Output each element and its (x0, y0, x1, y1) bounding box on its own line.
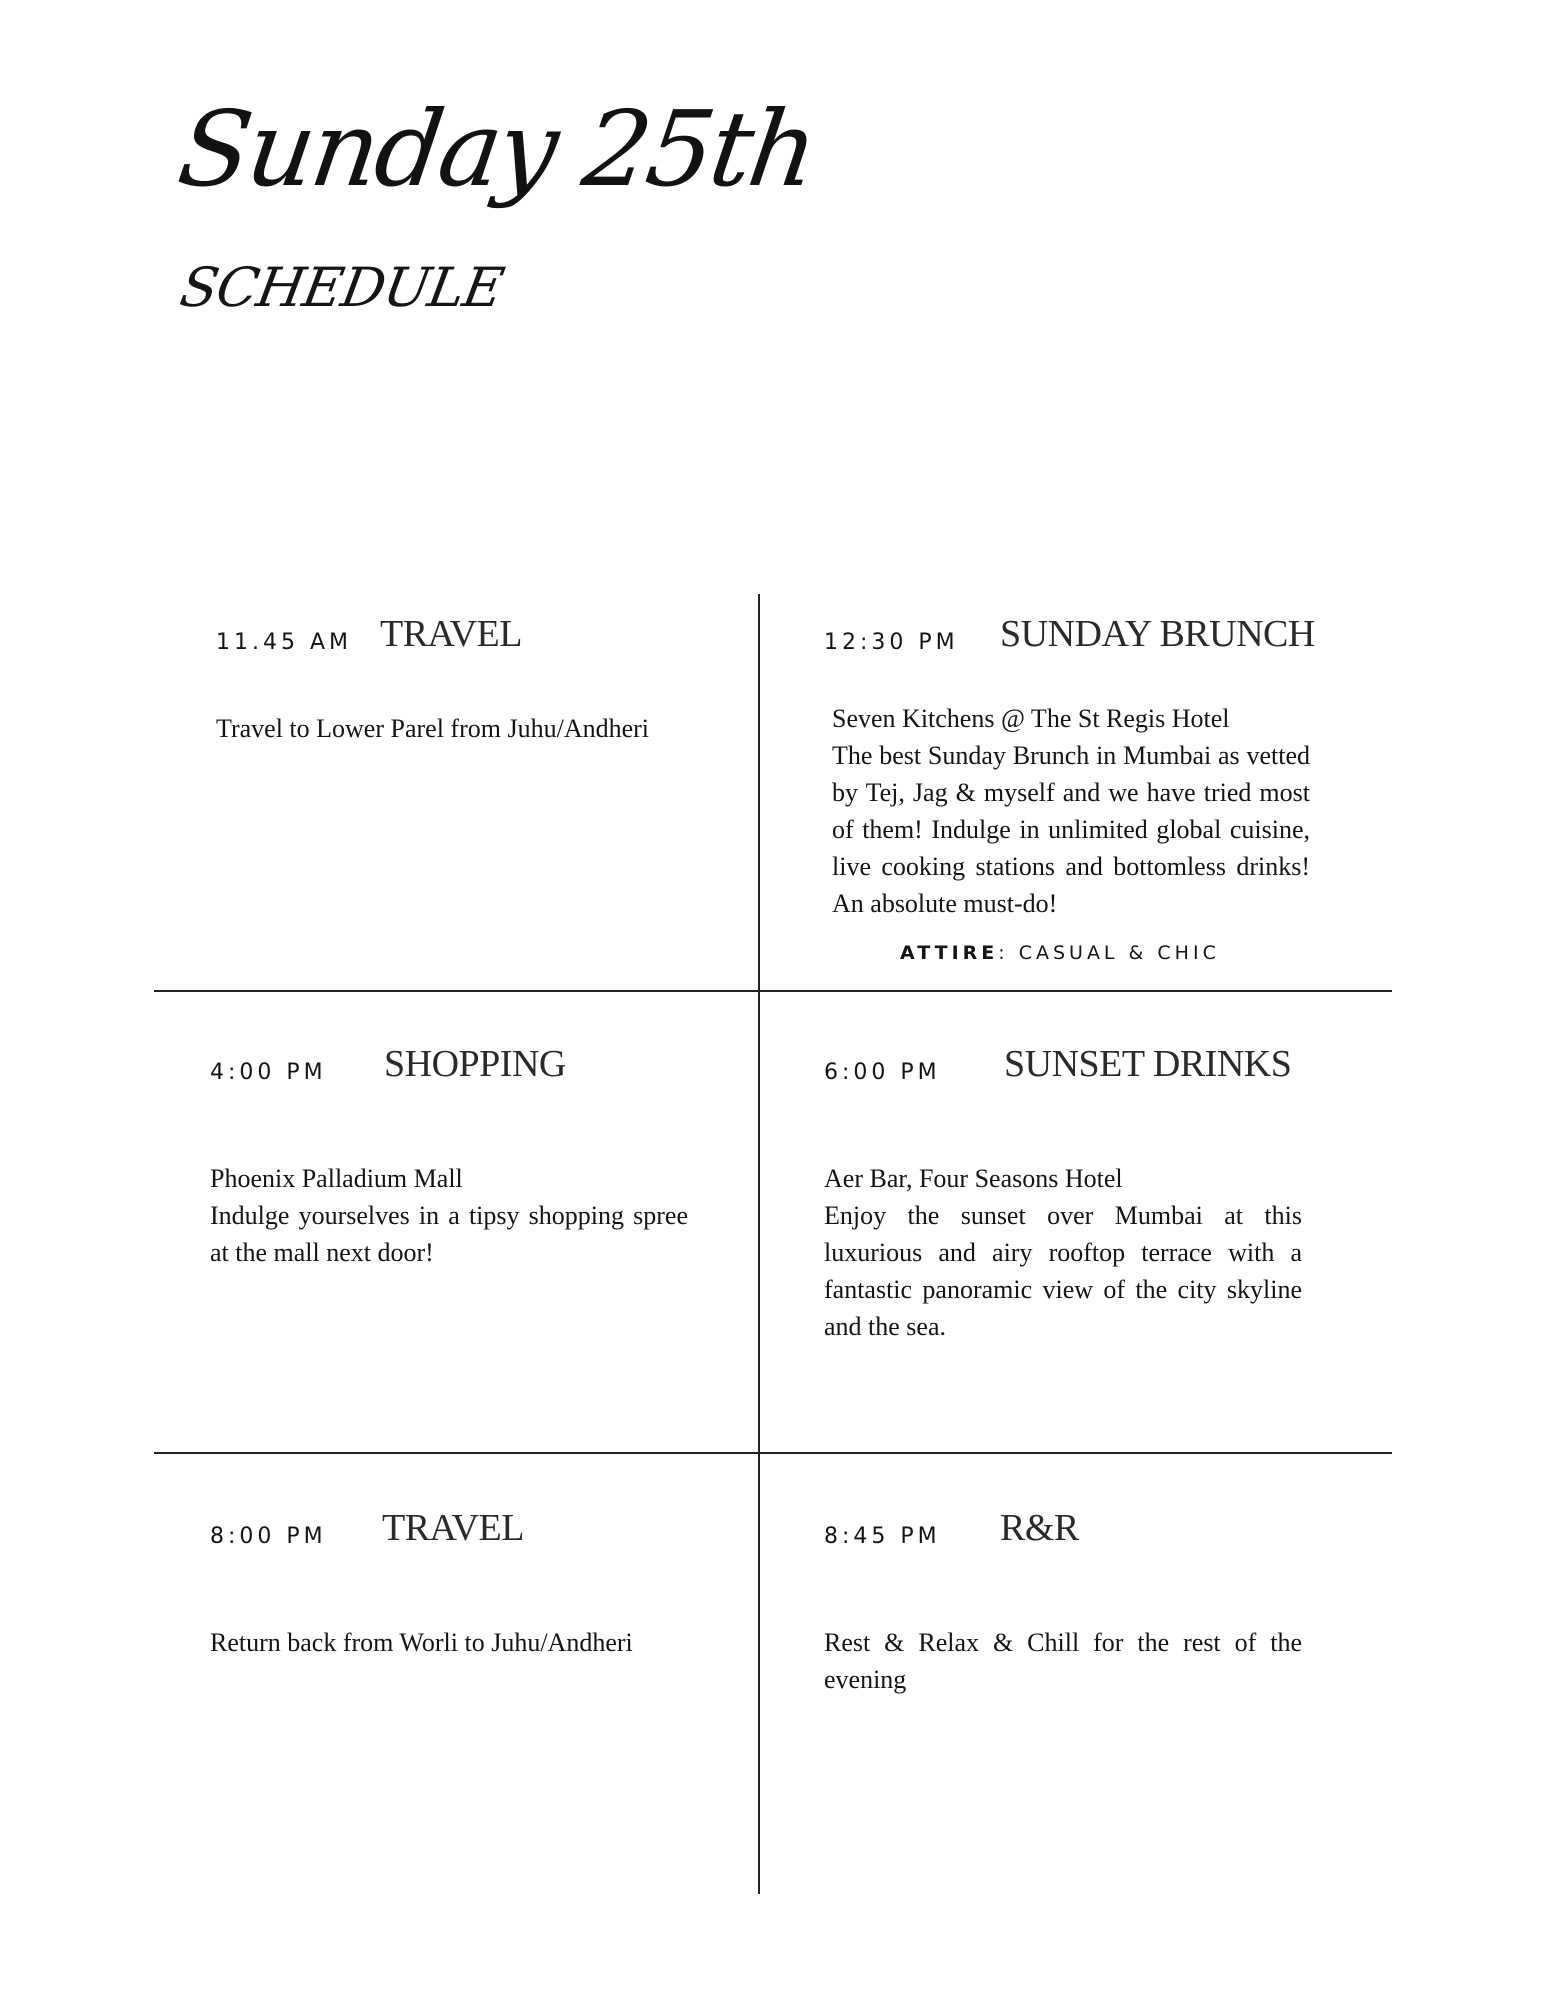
attire-label: ATTIRE (900, 942, 999, 964)
event-location: Aer Bar, Four Seasons Hotel (824, 1164, 1123, 1193)
schedule-cell-travel-evening (210, 1506, 710, 1657)
event-title: SHOPPING (384, 1043, 566, 1085)
attire-note (900, 942, 1220, 964)
horizontal-divider-1 (154, 990, 1392, 992)
event-title: SUNDAY BRUNCH (1000, 613, 1315, 655)
event-body (824, 1624, 1302, 1698)
event-location: Phoenix Palladium Mall (210, 1164, 463, 1193)
event-description: The best Sunday Brunch in Mumbai as vetted by Tej, Jag & myself and we have tried most of them! Indulge in unlimited global cuisine, live cooking stations and bottomless drinks! An absolute must-do! (832, 741, 1310, 918)
event-title: SUNSET DRINKS (1004, 1043, 1292, 1085)
event-title: TRAVEL (380, 613, 522, 655)
event-time: 12:30 PM (824, 630, 959, 655)
event-location: Seven Kitchens @ The St Regis Hotel (832, 704, 1230, 733)
cell-header (824, 612, 1324, 672)
event-title: TRAVEL (382, 1507, 524, 1549)
event-title: R&R (1000, 1507, 1079, 1549)
cell-header (210, 1042, 710, 1102)
page-subtitle: SCHEDULE (175, 256, 508, 319)
event-body (832, 700, 1310, 922)
event-time: 4:00 PM (210, 1060, 327, 1085)
event-time: 8:45 PM (824, 1524, 941, 1549)
schedule-cell-sunday-brunch (824, 612, 1324, 964)
event-time: 8:00 PM (210, 1524, 327, 1549)
event-description: Rest & Relax & Chill for the rest of the evening (824, 1628, 1302, 1694)
schedule-cell-sunset-drinks (824, 1042, 1324, 1341)
event-body (210, 1624, 688, 1661)
attire-value: : CASUAL & CHIC (998, 942, 1220, 964)
schedule-cell-rest-relax (824, 1506, 1324, 1694)
event-time: 11.45 AM (216, 630, 353, 655)
event-description: Return back from Worli to Juhu/Andheri (210, 1628, 633, 1657)
event-description: Travel to Lower Parel from Juhu/Andheri (216, 714, 650, 743)
schedule-cell-shopping (210, 1042, 710, 1267)
event-description: Indulge yourselves in a tipsy shopping spree at the mall next door! (210, 1201, 688, 1267)
event-time: 6:00 PM (824, 1060, 941, 1085)
event-body (216, 710, 694, 747)
page-title: Sunday 25th (171, 88, 823, 210)
event-body (210, 1160, 688, 1271)
horizontal-divider-2 (154, 1452, 1392, 1454)
cell-header (824, 1506, 1324, 1566)
vertical-divider (758, 594, 760, 1894)
cell-header (824, 1042, 1324, 1102)
cell-header (210, 1506, 710, 1566)
cell-header (216, 612, 716, 672)
event-body (824, 1160, 1302, 1345)
schedule-cell-travel-morning (216, 612, 716, 743)
event-description: Enjoy the sunset over Mumbai at this luxurious and airy rooftop terrace with a fantastic panoramic view of the city skyline and the sea. (824, 1201, 1302, 1341)
